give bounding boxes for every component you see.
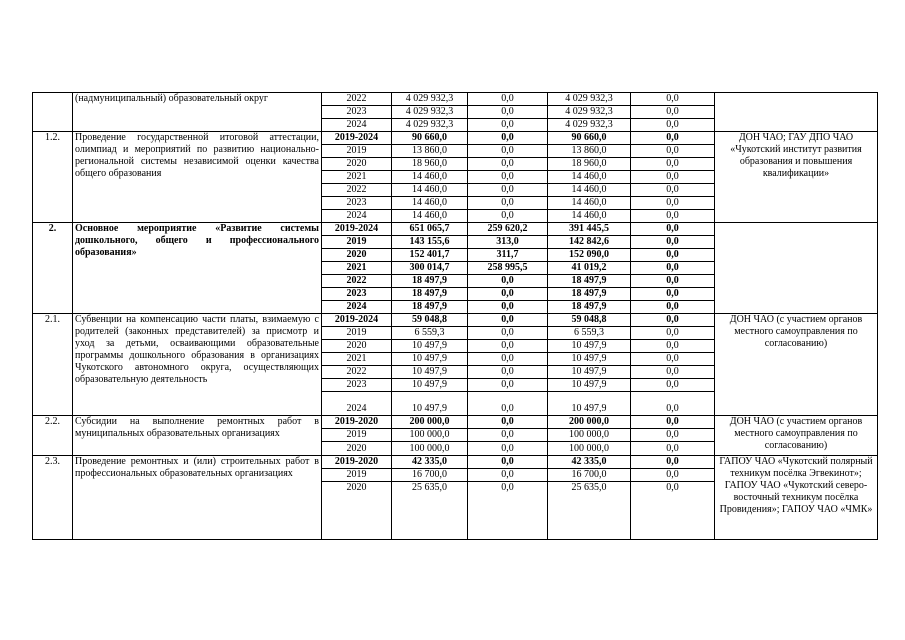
- period-cell: 2019-2024: [322, 223, 392, 236]
- other-sources-cell: 0,0: [631, 93, 715, 106]
- total-cell: 152 401,7: [392, 249, 468, 262]
- other-sources-cell: 0,0: [631, 119, 715, 132]
- federal-budget-cell: 0,0: [468, 429, 548, 442]
- total-cell: 13 860,0: [392, 145, 468, 158]
- period-cell: 2024: [322, 392, 392, 416]
- item-description: Проведение государственной итоговой аттестации, олимпиад и мероприятий по развитию национально-региональной системы независимой оценки качества общего образования: [73, 132, 322, 223]
- federal-budget-cell: 0,0: [468, 197, 548, 210]
- district-budget-cell: 10 497,9: [548, 353, 631, 366]
- total-cell: 651 065,7: [392, 223, 468, 236]
- federal-budget-cell: 0,0: [468, 158, 548, 171]
- table-row: [33, 132, 878, 145]
- other-sources-cell: 0,0: [631, 314, 715, 327]
- federal-budget-cell: 0,0: [468, 275, 548, 288]
- total-cell: 18 960,0: [392, 158, 468, 171]
- district-budget-cell: 100 000,0: [548, 429, 631, 442]
- federal-budget-cell: 0,0: [468, 456, 548, 469]
- period-cell: 2019: [322, 429, 392, 442]
- other-sources-cell: 0,0: [631, 288, 715, 301]
- district-budget-cell: 200 000,0: [548, 416, 631, 429]
- other-sources-cell: 0,0: [631, 158, 715, 171]
- total-cell: 10 497,9: [392, 340, 468, 353]
- district-budget-cell: 391 445,5: [548, 223, 631, 236]
- period-cell: 2020: [322, 340, 392, 353]
- table-row: [33, 456, 878, 469]
- total-cell: 16 700,0: [392, 469, 468, 482]
- district-budget-cell: 25 635,0: [548, 482, 631, 540]
- total-cell: 10 497,9: [392, 353, 468, 366]
- federal-budget-cell: 0,0: [468, 379, 548, 392]
- period-cell: 2023: [322, 288, 392, 301]
- federal-budget-cell: 0,0: [468, 145, 548, 158]
- item-number: [33, 93, 73, 132]
- period-cell: 2021: [322, 353, 392, 366]
- item-number: 1.2.: [33, 132, 73, 223]
- other-sources-cell: 0,0: [631, 340, 715, 353]
- total-cell: 10 497,9: [392, 379, 468, 392]
- total-cell: 59 048,8: [392, 314, 468, 327]
- district-budget-cell: 152 090,0: [548, 249, 631, 262]
- other-sources-cell: 0,0: [631, 145, 715, 158]
- federal-budget-cell: 0,0: [468, 106, 548, 119]
- total-cell: 18 497,9: [392, 301, 468, 314]
- period-cell: 2022: [322, 275, 392, 288]
- other-sources-cell: 0,0: [631, 184, 715, 197]
- total-cell: 200 000,0: [392, 416, 468, 429]
- other-sources-cell: 0,0: [631, 353, 715, 366]
- district-budget-cell: 90 660,0: [548, 132, 631, 145]
- total-cell: 90 660,0: [392, 132, 468, 145]
- other-sources-cell: 0,0: [631, 456, 715, 469]
- district-budget-cell: 41 019,2: [548, 262, 631, 275]
- district-budget-cell: 14 460,0: [548, 171, 631, 184]
- total-cell: 100 000,0: [392, 442, 468, 456]
- federal-budget-cell: 311,7: [468, 249, 548, 262]
- period-cell: 2023: [322, 106, 392, 119]
- total-cell: 4 029 932,3: [392, 93, 468, 106]
- other-sources-cell: 0,0: [631, 482, 715, 540]
- district-budget-cell: 14 460,0: [548, 210, 631, 223]
- other-sources-cell: 0,0: [631, 442, 715, 456]
- table-row: [33, 314, 878, 327]
- other-sources-cell: 0,0: [631, 262, 715, 275]
- period-cell: 2024: [322, 119, 392, 132]
- federal-budget-cell: 313,0: [468, 236, 548, 249]
- total-cell: 10 497,9: [392, 366, 468, 379]
- district-budget-cell: 13 860,0: [548, 145, 631, 158]
- total-cell: 14 460,0: [392, 210, 468, 223]
- other-sources-cell: 0,0: [631, 171, 715, 184]
- item-description: (надмуниципальный) образовательный округ: [73, 93, 322, 132]
- federal-budget-cell: 0,0: [468, 482, 548, 540]
- other-sources-cell: 0,0: [631, 429, 715, 442]
- item-number: 2.2.: [33, 416, 73, 456]
- period-cell: 2019-2024: [322, 314, 392, 327]
- executor-cell: [715, 93, 878, 132]
- other-sources-cell: 0,0: [631, 469, 715, 482]
- period-cell: 2022: [322, 93, 392, 106]
- total-cell: 10 497,9: [392, 392, 468, 416]
- executor-cell: ГАПОУ ЧАО «Чукотский полярный техникум посёлка Эгвекинот»; ГАПОУ ЧАО «Чукотский северо-восточный техникум посёлка Провидения»; ГАПОУ ЧАО «ЧМК»: [715, 456, 878, 540]
- other-sources-cell: 0,0: [631, 106, 715, 119]
- federal-budget-cell: 0,0: [468, 340, 548, 353]
- district-budget-cell: 18 497,9: [548, 301, 631, 314]
- executor-cell: [715, 223, 878, 314]
- federal-budget-cell: 0,0: [468, 392, 548, 416]
- period-cell: 2019-2020: [322, 456, 392, 469]
- item-description: Основное мероприятие «Развитие системы дошкольного, общего и профессионального образования»: [73, 223, 322, 314]
- item-number: 2.3.: [33, 456, 73, 540]
- period-cell: 2020: [322, 158, 392, 171]
- table-row: [33, 223, 878, 236]
- other-sources-cell: 0,0: [631, 392, 715, 416]
- federal-budget-cell: 0,0: [468, 301, 548, 314]
- federal-budget-cell: 0,0: [468, 416, 548, 429]
- total-cell: 18 497,9: [392, 275, 468, 288]
- period-cell: 2019-2024: [322, 132, 392, 145]
- district-budget-cell: 14 460,0: [548, 184, 631, 197]
- district-budget-cell: 4 029 932,3: [548, 119, 631, 132]
- district-budget-cell: 18 497,9: [548, 288, 631, 301]
- period-cell: 2020: [322, 442, 392, 456]
- district-budget-cell: 18 960,0: [548, 158, 631, 171]
- total-cell: 4 029 932,3: [392, 119, 468, 132]
- other-sources-cell: 0,0: [631, 223, 715, 236]
- executor-cell: ДОН ЧАО (с участием органов местного самоуправления по согласованию): [715, 416, 878, 456]
- federal-budget-cell: 0,0: [468, 119, 548, 132]
- federal-budget-cell: 0,0: [468, 171, 548, 184]
- period-cell: 2019: [322, 145, 392, 158]
- district-budget-cell: 10 497,9: [548, 340, 631, 353]
- other-sources-cell: 0,0: [631, 366, 715, 379]
- federal-budget-cell: 259 620,2: [468, 223, 548, 236]
- district-budget-cell: 42 335,0: [548, 456, 631, 469]
- period-cell: 2019: [322, 469, 392, 482]
- district-budget-cell: 6 559,3: [548, 327, 631, 340]
- district-budget-cell: 10 497,9: [548, 392, 631, 416]
- federal-budget-cell: 0,0: [468, 132, 548, 145]
- item-number: 2.: [33, 223, 73, 314]
- period-cell: 2023: [322, 379, 392, 392]
- period-cell: 2019: [322, 327, 392, 340]
- period-cell: 2021: [322, 262, 392, 275]
- federal-budget-cell: 0,0: [468, 184, 548, 197]
- total-cell: 14 460,0: [392, 171, 468, 184]
- table-row: [33, 416, 878, 429]
- federal-budget-cell: 258 995,5: [468, 262, 548, 275]
- item-number: 2.1.: [33, 314, 73, 416]
- other-sources-cell: 0,0: [631, 132, 715, 145]
- other-sources-cell: 0,0: [631, 275, 715, 288]
- federal-budget-cell: 0,0: [468, 366, 548, 379]
- period-cell: 2022: [322, 366, 392, 379]
- federal-budget-cell: 0,0: [468, 314, 548, 327]
- district-budget-cell: 4 029 932,3: [548, 93, 631, 106]
- other-sources-cell: 0,0: [631, 210, 715, 223]
- other-sources-cell: 0,0: [631, 249, 715, 262]
- total-cell: 25 635,0: [392, 482, 468, 540]
- district-budget-cell: 142 842,6: [548, 236, 631, 249]
- district-budget-cell: 16 700,0: [548, 469, 631, 482]
- total-cell: 4 029 932,3: [392, 106, 468, 119]
- district-budget-cell: 4 029 932,3: [548, 106, 631, 119]
- item-description: Субвенции на компенсацию части платы, взимаемую с родителей (законных представителей) за присмотр и уход за детьми, осваивающими образовательные программы дошкольного образования в организациях Чукотского автономного округа, осуществляющих образовательную деятельность: [73, 314, 322, 416]
- other-sources-cell: 0,0: [631, 301, 715, 314]
- federal-budget-cell: 0,0: [468, 93, 548, 106]
- total-cell: 14 460,0: [392, 197, 468, 210]
- budget-table: [32, 92, 878, 540]
- federal-budget-cell: 0,0: [468, 327, 548, 340]
- district-budget-cell: 18 497,9: [548, 275, 631, 288]
- period-cell: 2019: [322, 236, 392, 249]
- period-cell: 2020: [322, 249, 392, 262]
- other-sources-cell: 0,0: [631, 236, 715, 249]
- total-cell: 143 155,6: [392, 236, 468, 249]
- total-cell: 300 014,7: [392, 262, 468, 275]
- district-budget-cell: 14 460,0: [548, 197, 631, 210]
- period-cell: 2020: [322, 482, 392, 540]
- district-budget-cell: 59 048,8: [548, 314, 631, 327]
- period-cell: 2019-2020: [322, 416, 392, 429]
- other-sources-cell: 0,0: [631, 327, 715, 340]
- period-cell: 2024: [322, 210, 392, 223]
- federal-budget-cell: 0,0: [468, 288, 548, 301]
- executor-cell: ДОН ЧАО; ГАУ ДПО ЧАО «Чукотский институт развития образования и повышения квалификации»: [715, 132, 878, 223]
- federal-budget-cell: 0,0: [468, 469, 548, 482]
- federal-budget-cell: 0,0: [468, 353, 548, 366]
- other-sources-cell: 0,0: [631, 416, 715, 429]
- period-cell: 2023: [322, 197, 392, 210]
- total-cell: 42 335,0: [392, 456, 468, 469]
- federal-budget-cell: 0,0: [468, 210, 548, 223]
- total-cell: 14 460,0: [392, 184, 468, 197]
- total-cell: 18 497,9: [392, 288, 468, 301]
- district-budget-cell: 10 497,9: [548, 366, 631, 379]
- item-description: Субсидии на выполнение ремонтных работ в муниципальных образовательных организациях: [73, 416, 322, 456]
- district-budget-cell: 100 000,0: [548, 442, 631, 456]
- period-cell: 2024: [322, 301, 392, 314]
- table-row: [33, 93, 878, 106]
- total-cell: 6 559,3: [392, 327, 468, 340]
- item-description: Проведение ремонтных и (или) строительных работ в профессиональных образовательных организациях: [73, 456, 322, 540]
- other-sources-cell: 0,0: [631, 379, 715, 392]
- district-budget-cell: 10 497,9: [548, 379, 631, 392]
- period-cell: 2022: [322, 184, 392, 197]
- total-cell: 100 000,0: [392, 429, 468, 442]
- executor-cell: ДОН ЧАО (с участием органов местного самоуправления по согласованию): [715, 314, 878, 416]
- federal-budget-cell: 0,0: [468, 442, 548, 456]
- period-cell: 2021: [322, 171, 392, 184]
- other-sources-cell: 0,0: [631, 197, 715, 210]
